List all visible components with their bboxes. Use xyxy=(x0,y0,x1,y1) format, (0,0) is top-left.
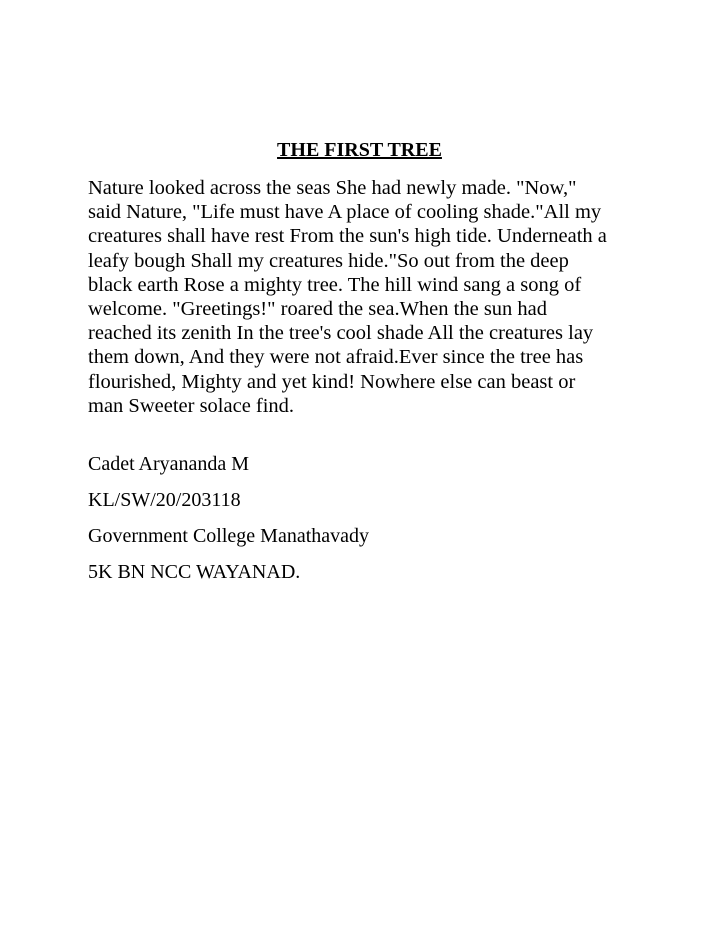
signature-block xyxy=(0,452,719,584)
page-title: THE FIRST TREE xyxy=(277,139,442,161)
signature-line-unit: 5K BN NCC WAYANAD. xyxy=(88,561,301,584)
poem-body-text: Nature looked across the seas She had newly made. "Now," said Nature, "Life must have A place of cooling shade."All my creatures shall have rest From the sun's high tide. Underneath a leafy bough Shall my creatures hide."So out from the deep black earth Rose a mighty tree. The hill wind sang a song of welcome. "Greetings!" roared the sea.When the sun had reached its zenith In the tree's cool shade All the creatures lay them down, And they were not afraid.Ever since the tree has flourished, Mighty and yet kind! Nowhere else can beast or man Sweeter solace find. xyxy=(88,177,607,417)
signature-line-name: Cadet Aryananda M xyxy=(88,453,250,476)
signature-line-college: Government College Manathavady xyxy=(88,525,370,548)
signature-line-id: KL/SW/20/203118 xyxy=(88,489,241,512)
